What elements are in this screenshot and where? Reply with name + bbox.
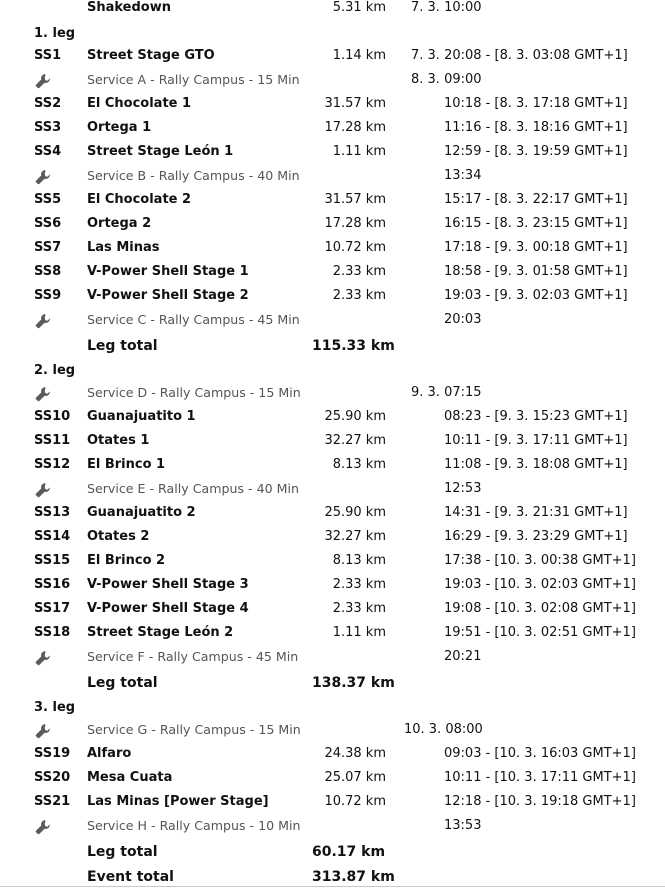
- stage-distance: 2.33 km: [332, 288, 386, 303]
- wrench-icon: [35, 386, 51, 402]
- stage-time: 10:11 - [10. 3. 17:11 GMT+1]: [444, 770, 636, 785]
- stage-code: SS12: [34, 457, 71, 472]
- stage-code: SS7: [34, 240, 62, 255]
- leg-total-row: [0, 671, 665, 695]
- stage-name: Las Minas: [87, 240, 160, 255]
- stage-row: [0, 549, 665, 573]
- service-name: Service C - Rally Campus - 45 Min: [87, 312, 300, 327]
- stage-name: Ortega 1: [87, 120, 152, 135]
- stage-row: [0, 140, 665, 164]
- service-row: [0, 477, 665, 501]
- stage-distance: 32.27 km: [324, 433, 386, 448]
- stage-time: 17:38 - [10. 3. 00:38 GMT+1]: [444, 553, 636, 568]
- stage-code: SS16: [34, 577, 71, 592]
- stage-distance: 32.27 km: [324, 529, 386, 544]
- stage-time: 09:03 - [10. 3. 16:03 GMT+1]: [444, 746, 636, 761]
- stage-name: V-Power Shell Stage 4: [87, 601, 249, 616]
- stage-row: [0, 0, 665, 20]
- stage-name: Street Stage León 1: [87, 144, 234, 159]
- stage-code: SS1: [34, 48, 62, 63]
- leg-title: 2. leg: [34, 363, 76, 378]
- stage-row: [0, 44, 665, 68]
- service-time: 9. 3. 07:15: [411, 385, 482, 400]
- leg-title: 1. leg: [34, 26, 76, 41]
- service-time: 20:21: [444, 649, 482, 664]
- stage-name: Shakedown: [87, 0, 172, 15]
- service-name: Service F - Rally Campus - 45 Min: [87, 649, 299, 664]
- leg-total-row: [0, 334, 665, 358]
- total-label: Leg total: [87, 675, 158, 691]
- stage-distance: 17.28 km: [324, 216, 386, 231]
- stage-code: SS21: [34, 794, 71, 809]
- stage-distance: 1.14 km: [332, 48, 386, 63]
- stage-time: 08:23 - [9. 3. 15:23 GMT+1]: [444, 409, 628, 424]
- stage-distance: 8.13 km: [332, 457, 386, 472]
- stage-time: 19:08 - [10. 3. 02:08 GMT+1]: [444, 601, 636, 616]
- stage-row: [0, 525, 665, 549]
- stage-row: [0, 501, 665, 525]
- stage-row: [0, 766, 665, 790]
- stage-code: SS9: [34, 288, 62, 303]
- stage-time: 19:03 - [10. 3. 02:03 GMT+1]: [444, 577, 636, 592]
- leg-title: 3. leg: [34, 700, 76, 715]
- stage-name: Guanajuatito 2: [87, 505, 196, 520]
- stage-distance: 2.33 km: [332, 601, 386, 616]
- total-distance: 60.17 km: [312, 844, 386, 860]
- stage-time: 11:16 - [8. 3. 18:16 GMT+1]: [444, 120, 628, 135]
- stage-name: V-Power Shell Stage 2: [87, 288, 249, 303]
- stage-distance: 2.33 km: [332, 264, 386, 279]
- stage-row: [0, 212, 665, 236]
- total-label: Leg total: [87, 338, 158, 354]
- stage-name: Mesa Cuata: [87, 770, 173, 785]
- stage-code: SS6: [34, 216, 62, 231]
- service-name: Service B - Rally Campus - 40 Min: [87, 168, 300, 183]
- stage-name: Street Stage León 2: [87, 625, 234, 640]
- stage-row: [0, 742, 665, 766]
- leg-header: [0, 696, 665, 720]
- stage-code: SS14: [34, 529, 71, 544]
- service-time: 13:53: [444, 818, 482, 833]
- stage-distance: 5.31 km: [332, 0, 386, 15]
- stage-code: SS10: [34, 409, 71, 424]
- stage-row: [0, 573, 665, 597]
- stage-row: [0, 790, 665, 814]
- stage-name: El Brinco 1: [87, 457, 166, 472]
- stage-name: El Brinco 2: [87, 553, 166, 568]
- total-distance: 313.87 km: [312, 869, 395, 885]
- stage-distance: 1.11 km: [332, 144, 386, 159]
- stage-row: [0, 621, 665, 645]
- service-time: 20:03: [444, 312, 482, 327]
- stage-code: SS3: [34, 120, 62, 135]
- stage-time: 11:08 - [9. 3. 18:08 GMT+1]: [444, 457, 628, 472]
- service-name: Service A - Rally Campus - 15 Min: [87, 72, 300, 87]
- stage-code: SS2: [34, 96, 62, 111]
- stage-row: [0, 188, 665, 212]
- service-time: 12:53: [444, 481, 482, 496]
- stage-name: Ortega 2: [87, 216, 152, 231]
- wrench-icon: [35, 169, 51, 185]
- stage-name: Alfaro: [87, 746, 132, 761]
- stage-distance: 25.90 km: [324, 505, 386, 520]
- service-row: [0, 68, 665, 92]
- service-name: Service D - Rally Campus - 15 Min: [87, 385, 301, 400]
- stage-row: [0, 236, 665, 260]
- stage-distance: 10.72 km: [324, 240, 386, 255]
- stage-time: 7. 3. 10:00: [411, 0, 482, 15]
- service-row: [0, 645, 665, 669]
- stage-code: SS11: [34, 433, 71, 448]
- stage-code: SS17: [34, 601, 71, 616]
- service-row: [0, 718, 665, 742]
- service-row: [0, 308, 665, 332]
- stage-time: 7. 3. 20:08 - [8. 3. 03:08 GMT+1]: [411, 48, 628, 63]
- total-label: Leg total: [87, 844, 158, 860]
- stage-time: 14:31 - [9. 3. 21:31 GMT+1]: [444, 505, 628, 520]
- stage-time: 12:59 - [8. 3. 19:59 GMT+1]: [444, 144, 628, 159]
- stage-distance: 2.33 km: [332, 577, 386, 592]
- bottom-divider: [0, 886, 665, 887]
- stage-name: V-Power Shell Stage 1: [87, 264, 249, 279]
- stage-distance: 31.57 km: [324, 96, 386, 111]
- wrench-icon: [35, 650, 51, 666]
- stage-time: 19:03 - [9. 3. 02:03 GMT+1]: [444, 288, 628, 303]
- stage-time: 18:58 - [9. 3. 01:58 GMT+1]: [444, 264, 628, 279]
- stage-time: 10:18 - [8. 3. 17:18 GMT+1]: [444, 96, 628, 111]
- stage-row: [0, 453, 665, 477]
- stage-name: Street Stage GTO: [87, 48, 215, 63]
- total-distance: 115.33 km: [312, 338, 395, 354]
- service-name: Service E - Rally Campus - 40 Min: [87, 481, 299, 496]
- service-name: Service H - Rally Campus - 10 Min: [87, 818, 301, 833]
- stage-row: [0, 284, 665, 308]
- wrench-icon: [35, 723, 51, 739]
- wrench-icon: [35, 819, 51, 835]
- leg-header: [0, 359, 665, 383]
- stage-distance: 25.90 km: [324, 409, 386, 424]
- stage-code: SS20: [34, 770, 71, 785]
- service-time: 10. 3. 08:00: [404, 722, 483, 737]
- stage-row: [0, 260, 665, 284]
- stage-row: [0, 92, 665, 116]
- stage-time: 16:29 - [9. 3. 23:29 GMT+1]: [444, 529, 628, 544]
- wrench-icon: [35, 313, 51, 329]
- stage-distance: 25.07 km: [324, 770, 386, 785]
- stage-time: 17:18 - [9. 3. 00:18 GMT+1]: [444, 240, 628, 255]
- service-time: 8. 3. 09:00: [411, 72, 482, 87]
- service-row: [0, 814, 665, 838]
- stage-name: V-Power Shell Stage 3: [87, 577, 249, 592]
- stage-distance: 31.57 km: [324, 192, 386, 207]
- stage-distance: 1.11 km: [332, 625, 386, 640]
- total-label: Event total: [87, 869, 174, 885]
- stage-time: 16:15 - [8. 3. 23:15 GMT+1]: [444, 216, 628, 231]
- stage-row: [0, 405, 665, 429]
- service-time: 13:34: [444, 168, 482, 183]
- stage-time: 12:18 - [10. 3. 19:18 GMT+1]: [444, 794, 636, 809]
- stage-name: El Chocolate 1: [87, 96, 192, 111]
- stage-time: 15:17 - [8. 3. 22:17 GMT+1]: [444, 192, 628, 207]
- wrench-icon: [35, 482, 51, 498]
- stage-time: 19:51 - [10. 3. 02:51 GMT+1]: [444, 625, 636, 640]
- stage-code: SS19: [34, 746, 71, 761]
- stage-code: SS4: [34, 144, 62, 159]
- stage-code: SS15: [34, 553, 71, 568]
- stage-row: [0, 429, 665, 453]
- stage-distance: 8.13 km: [332, 553, 386, 568]
- stage-distance: 17.28 km: [324, 120, 386, 135]
- stage-distance: 24.38 km: [324, 746, 386, 761]
- service-name: Service G - Rally Campus - 15 Min: [87, 722, 301, 737]
- leg-total-row: [0, 840, 665, 864]
- stage-name: Las Minas [Power Stage]: [87, 794, 269, 809]
- service-row: [0, 164, 665, 188]
- stage-distance: 10.72 km: [324, 794, 386, 809]
- total-distance: 138.37 km: [312, 675, 395, 691]
- service-row: [0, 381, 665, 405]
- stage-name: El Chocolate 2: [87, 192, 192, 207]
- stage-name: Otates 1: [87, 433, 150, 448]
- stage-code: SS8: [34, 264, 62, 279]
- stage-time: 10:11 - [9. 3. 17:11 GMT+1]: [444, 433, 628, 448]
- stage-name: Otates 2: [87, 529, 150, 544]
- stage-row: [0, 116, 665, 140]
- wrench-icon: [35, 73, 51, 89]
- stage-code: SS13: [34, 505, 71, 520]
- stage-row: [0, 597, 665, 621]
- leg-header: [0, 22, 665, 46]
- stage-code: SS5: [34, 192, 62, 207]
- stage-code: SS18: [34, 625, 71, 640]
- stage-name: Guanajuatito 1: [87, 409, 196, 424]
